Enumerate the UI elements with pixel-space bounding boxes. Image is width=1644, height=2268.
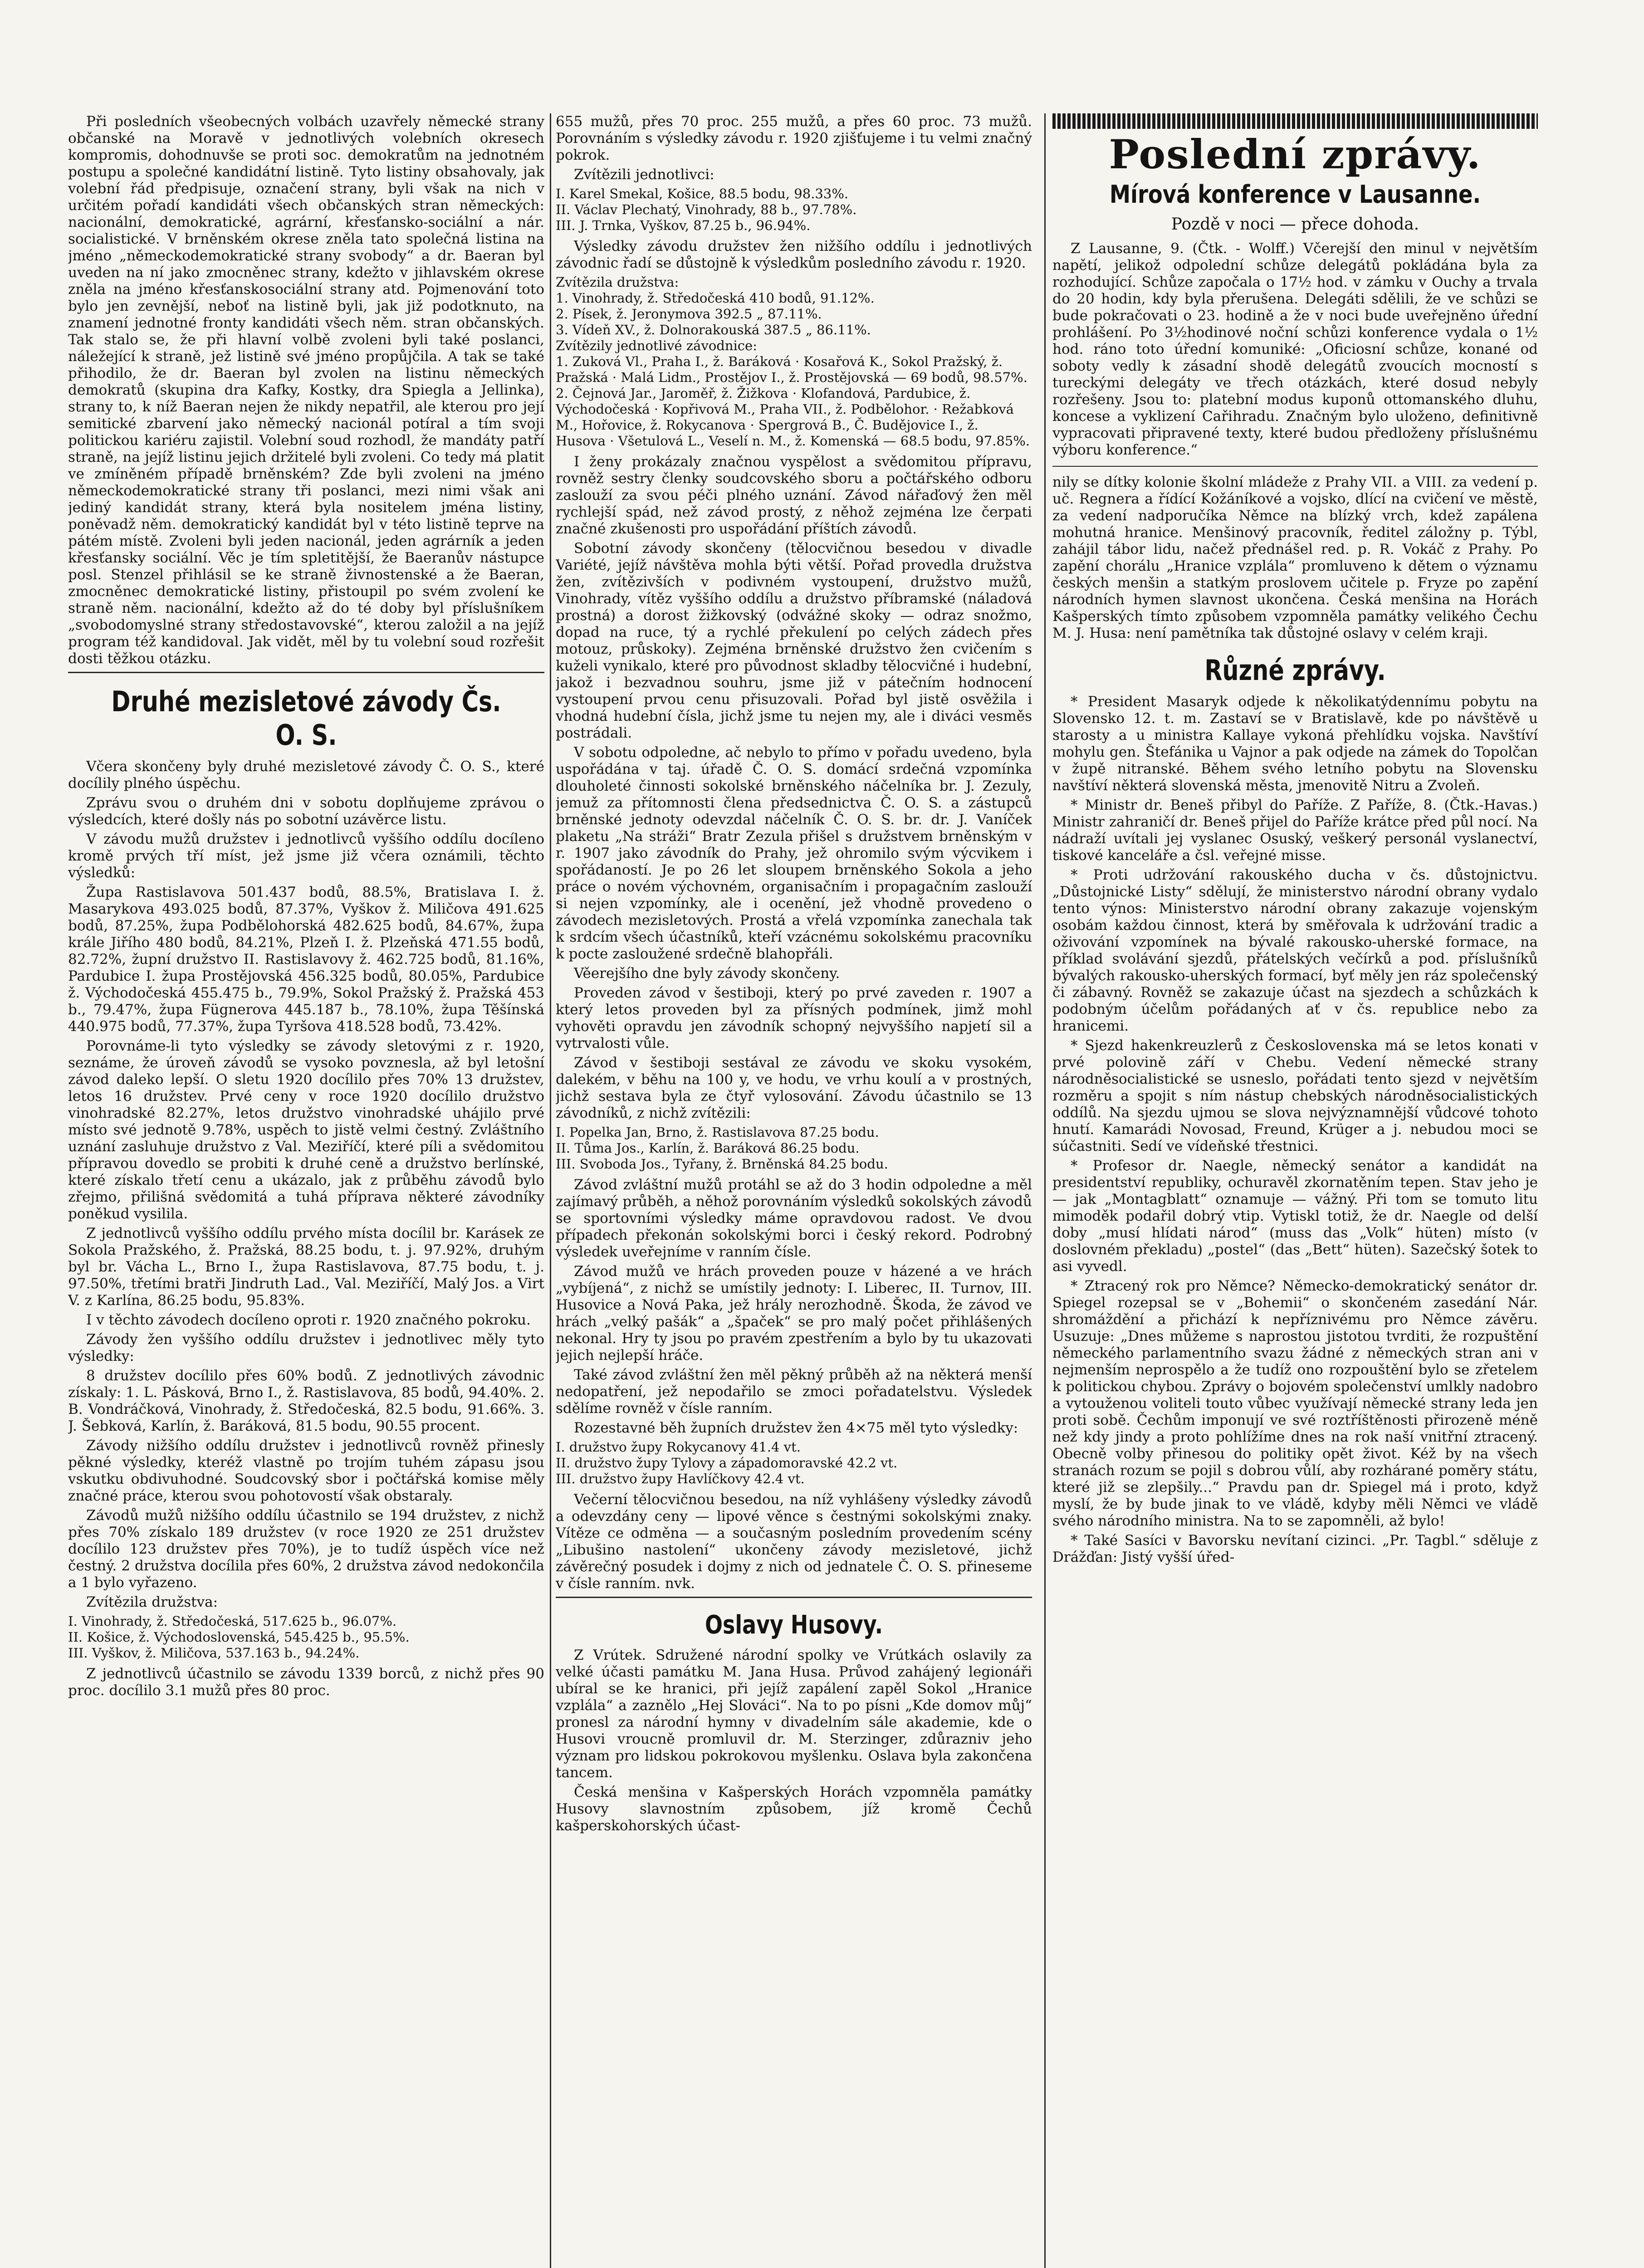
divider — [1052, 466, 1538, 467]
article-paragraph: Porovnáme-li tyto výsledky se závody sletovými z r. 1920, seznáme, že úroveň závodů se vysoko povznesla, až byl letošní závod daleko lepší. O sletu 1920 docílilo přes 70% 13 družstev, letos 16 družstev. Prvé ceny v roce 1920 docílilo družstvo vinohradské 82.27%, letos družstvo vinohradské uhájilo prvé místo své jednotě 9.78%, uspěch to jistě velmi čestný. Zvláštního uznání zasluhuje družstvo z Val. Meziříčí, které píli a svědomitou přípravou dovedlo se probiti k druhé ceně a družstvo berlínské, které získalo třetí cenu a ukázalo, jak z průběhu závodů bylo zřejmo, přilišná svědomitá a tuhá příprava některé závodníky poněkud vysilila. — [68, 1038, 544, 1222]
article-paragraph: Z Lausanne, 9. (Čtk. - Wolff.) Včerejší den minul v největším napětí, jelikož odpolední schůze delegátů pokládána byla za rozhodující. Schůze započala o 17½ hod. v zámku v Ouchy a trvala do 20 hodin, kdy byla přerušena. Delegáti sdělili, že ve schůzi se bude pokračovati o 23. hodině a že v noci bude uveřejněno úřední prohlášení. Po 3½hodinové noční schůzi konference vydala o 1½ hod. ráno toto úřední komuniké: „Oficiosní schůze, konané od soboty vedly k zásadní shodě delegátů zvoucích mocností s tureckými delegáty ve třech otázkách, které dosud nebyly rozřešeny. Jsou to: platební modus kuponů ottomanského dluhu, koncese a vyklizení Cařihradu. Značným bylo uloženo, definitivně vypracovati připravené texty, které budou předloženy příslušnému výboru konference.“ — [1052, 240, 1538, 458]
article-paragraph: * Ministr dr. Beneš přibyl do Paříže. Z Paříže, 8. (Čtk.-Havas.) Ministr zahraničí dr. Beneš přijel do Paříže krátce před půl nocí. Na nádraží uvítali jej vyslanec Osuský, veškerý personál vyslanectví, tiskové kanceláře a čsl. veřejné misse. — [1052, 797, 1538, 864]
article-paragraph: * Ztracený rok pro Němce? Německo-demokratický senátor dr. Spiegel rozepsal se v „Bohemii“ o skončeném zasedání Nár. shromáždění a přichází k nepříznivému pro Němce závěru. Usuzuje: „Dnes můžeme s naprostou jistotou tvrditi, že rozpuštění německého parlamentního svazu žádné z německých stran ani v nejmenším neprospělo a že tudíž ono rozpouštění bylo se zřetelem k politickou chybou. Zprávy o bojovém společenství umlkly nadobro a vytouženou voliteli touto vůbec využívají německé strany leda jen proti sobě. Čechům imponují ve své roztříštěnosti přirozeně méně než kdy jindy a proto pohlížíme dnes na rok naší vnitřní ztracený. Obecně volby přinesou do politiky opět život. Kéž by na všech stranách rozum se pojil s dobrou vůlí, aby rozhárané poměry státu, které již se zlepšily...“ Pravdu pan dr. Spiegel má i proto, když myslí, že by bude jinak to ve vládě, kdyby měli Němci ve vládě svého národního ministra. Na to se zapomněli, až bylo! — [1052, 1278, 1538, 1529]
article-paragraph: Závod v šestiboji sestával ze závodu ve skoku vysokém, dalekém, v běhu na 100 y, ve hodu, ve vrhu koulí a v prostných, jichž sestava byla ze čtyř vylosování. Závodu účastnilo se 13 závodníků, z nichž zvítězili: — [556, 1055, 1032, 1121]
article-paragraph: Zprávu svou o druhém dni v sobotu doplňujeme zprávou o výsledcích, které došly nás po sobotní uzávěrce listu. — [68, 795, 544, 828]
headline-sokol-games: Druhé mezisletové závody Čs. O. S. — [111, 685, 501, 752]
article-paragraph: * Sjezd hakenkreuzlerů z Československa má se letos konati v prvé polovině září v Chebu. Vedení německé strany národněsocialistické se usneslo, pořádati tento sjezd v největším rozměru a spojit s ním nástup chebských národněsocialistických oddílů. Na sjezdu ujmou se slova nejvýznamnější vůdcové tohoto hnutí. Kamarádi Novosad, Freund, Krüger a j. nebudou moci se súčastniti. Sedí ve vídeňské třestnici. — [1052, 1037, 1538, 1154]
article-paragraph: Z Vrútek. Sdružené národní spolky ve Vrútkách oslavily za velké účasti památku M. Jana Husa. Průvod zahájený legionáři ubíral se ke hranici, při jejíž zapálení zapěl Sokol „Hranice vzplála“ a zaznělo „Hej Slováci“. Na to po písni „Kde domov můj“ pronesl za národní hymny v divadelním sále akademie, kde o Husovi vroucně promluvil dr. M. Sterzinger, zdůrazniv jeho význam pro lidskou pokrokovou myšlenku. Oslava byla zakončena tancem. — [556, 1647, 1032, 1781]
article-paragraph: 8 družstev docílilo přes 60% bodů. Z jednotlivých závodnic získaly: 1. L. Pásková, Brno I., ž. Rastislavova, 85 bodů, 94.40%. 2. B. Vondráčková, Vinohrady, ž. Středočeská, 82.5 bodu, 91.66%. 3. J. Šebková, Karlín, ž. Baráková, 81.5 bodu, 90.55 procent. — [68, 1368, 544, 1434]
column-middle — [556, 113, 1032, 2268]
article-paragraph: Zvítězila družstva: — [86, 1594, 218, 1610]
divider — [556, 1597, 1032, 1598]
article-paragraph: Z jednotlivců účastnilo se závodu 1339 borců, z nichž přes 90 proc. docílilo 3.1 mužů přes 80 proc. — [68, 1666, 544, 1699]
article-paragraph: Závodů mužů nižšího oddílu účastnilo se 194 družstev, z nichž přes 70% získalo 189 družstev (v roce 1920 ze 251 družstev docílilo 123 družstev přes 70%), je to tudíž úspěch více než čestný. 2 družstva docílila přes 60%, 2 družstva závod nedokončila a 1 bylo vyřazeno. — [68, 1507, 544, 1591]
results-list: I. družstvo župy Rokycanovy 41.4 vt. II. družstvo župy Tylovy a západomoravské 42.2 vt. III. družstvo župy Havlíčkovy 42.4 vt. — [556, 1439, 898, 1486]
column-left — [68, 113, 544, 2268]
article-paragraph: Z jednotlivců vyššího oddílu prvého místa docílil br. Karásek ze Sokola Pražského, ž. Pražská, 88.25 bodu, t. j. 97.92%, druhým byl br. Vácha L., Brno I., župa Rastislavova, 87.75 bodu, t. j. 97.50%, třetími bratři Jindruth Lad., Val. Meziříčí, Malý Jos. a Virt V. z Karlína, 86.25 bodu, 95.83%. — [68, 1225, 544, 1309]
article-paragraph: Sobotní závody skončeny (tělocvičnou besedou v divadle Variété, jejíž návštěva mohla býti větší. Pořad provedla družstva žen, zvítězivších v podivném vystoupení, družstvo mužů, Vinohrady, vítěz vyššího oddílu a družstvo příbramské (náladová prostná) a dorost žižkovský (odvážné skoky — odraz snožmo, dopad na ruce, tý a rychlé překulení po celých zádech přes motouz, průskoky). Zejména brněnské družstvo žen cvičením s kuželi vynikalo, které pro původnost skladby tělocvičné i hudební, jakož i bezvadnou souhru, jsme již v pátečním hodnocení vystoupení prvou cenu přisuzovali. Pořad byl jistě osvěžila i vhodná hudební čísla, jichž jsme tu nejen my, ale i diváci vesměs postrádali. — [556, 540, 1032, 741]
divider — [68, 672, 544, 673]
article-paragraph: * President Masaryk odjede k několikatýdennímu pobytu na Slovensko 12. t. m. Zastaví se v Bratislavě, kde po návštěvě u starosty a u ministra Kallaye vykoná přehlídku vojska. Navštíví mohylu gen. Štefánika u Vajnor a pak odjede na zámek do Topolčan v župě nitranské. Během svého letního pobytu na Slovensku navštíví některá slovenská města, jmenovitě Nitru a Zvoleň. — [1052, 694, 1538, 794]
results-list: I. Popelka Jan, Brno, ž. Rastislavova 87.25 bodu. II. Tůma Jos., Karlín, ž. Baráková 86.25 bodu. III. Svoboda Jos., Tyřany, ž. Brněnská 84.25 bodu. — [556, 1124, 888, 1172]
article-paragraph: * Profesor dr. Naegle, německý senátor a kandidát na presidentství republiky, ochuravěl zkornatěním tepen. Stav jeho je — jak „Montagblatt“ oznamuje — vážný. Při tom se tomuto litu mimoděk podařil dobrý vtip. Vytiskl totiž, že dr. Naegle od delší doby „musí hlídati národ“ (muss das „Volk“ hüten) místo (v doslovném překladu) „postel“ (das „Bett“ hüten). Sazečský šotek to asi vyvedl. — [1052, 1158, 1538, 1275]
decorative-bar — [1052, 113, 1538, 129]
article-paragraph: Večerní tělocvičnou besedou, na níž vyhlášeny výsledky závodů a odevzdány ceny — lipové věnce s čestnými sokolskými znaky. Vítěze ce odměna — a současným posledním provedením scény „Libušino nastolení“ ukončeny závody mezisletové, jichž závěrečný posudek i dojmy z nich od jednatele Č. O. S. přineseme v čísle ranním. nvk. — [556, 1491, 1032, 1592]
article-paragraph: Česká menšina v Kašperských Horách vzpomněla památky Husovy slavnostním způsobem, jíž kromě Čechů kašperskohorských účast- — [556, 1784, 1032, 1834]
article-paragraph: Při posledních všeobecných volbách uzavřely německé strany občanské na Moravě v jednotlivých volebních okresech kompromis, dohodnuvše se proti soc. demokratům na jednotném postupu a společné kandidátní listině. Tyto listiny obsahovaly, jak volební řád předpisuje, označení strany, byli však na nich v určitém pořadí kandidáti všech občanských stran německých: nacionální, demokratické, agrární, křesťansko-sociální a nár. socialistické. V brněnském okrese zněla tato společná listina na jméno „německodemokratické strany svobody“ a dr. Baeran byl uveden na ní jako zmocněnec strany, kdežto v jihlavském okrese zněla na jméno křesťanskosociální strany atd. Pojmenování toto bylo jen zevnější, neboť na listině byli, jak již podotknuto, na znamení jednotné fronty kandidáti všech něm. stran občanských. Tak stalo se, že při hlavní volbě zvoleni byli také poslanci, náležející k straně, jež listině své jméno propůjčila. A tak se také přihodilo, že dr. Baeran byl zvolen na listinu německých demokratů (skupina dra Kafky, Kostky, dra Spiegla a Jellinka), strany to, k níž Baeran nejen že nikdy nepatřil, ale kterou pro její semitické zbarvení jako německý nacionál potíral a tím svoji politickou kariéru zajistil. Volební soud rozhodl, že mandáty patří straně, na jejíž listinu jejich držitelé byli zvoleni. Co tedy má platit ve zmíněném případě brněnském? Zde byli zvoleni na jméno německodemokratické strany tři poslanci, mezi nimi však ani jediný kandidát strany, která byla nositelem jména listiny, poněvadž něm. demokratický kandidát byl v této listině teprve na pátém místě. Zvoleni byli jeden nacionál, jeden agrárník a jeden křesťansky sociální. Věc je tím spletitější, že Baeranův nástupce posl. Stenzel přihlásil se ke straně živnostenské a že Baeran, zmocněnec demokratické listiny, přistoupil po svém zvolení ke straně něm. nacionální, kdežto až do té doby byl příslušníkem „svobodomyslné strany středostavovské“, kterou založil a na jejíž program též kandidoval. Jak vidět, měl by tu volební soud rozřešit dosti těžkou otázku. — [68, 113, 544, 667]
results-list: I. Vinohrady, ž. Středočeská, 517.625 b., 96.07%. II. Košice, ž. Východoslovenská, 545.425 b., 95.5%. III. Vyškov, ž. Miličova, 537.163 b., 94.24%. — [68, 1613, 410, 1661]
article-paragraph: * Také Sasíci v Bavorsku nevítaní cizinci. „Pr. Tagbl.“ sděluje z Drážďan: Jistý vyšší úřed- — [1052, 1532, 1538, 1565]
article-paragraph: V sobotu odpoledne, ač nebylo to přímo v pořadu uvedeno, byla uspořádána v taj. úřadě Č. O. S. domácí srdečná vzpomínka dlouholeté činnosti sokolské brněnského náčelníka br. J. Zezuly, jemuž za přítomnosti člena předsednictva Č. O. S. a zástupců brněnské jednoty odevzdal náčelník Č. O. S. br. dr. J. Vaníček plaketu „Na stráži“ Bratr Zezula přišel s družstvem brněnským v r. 1907 jako závodník do Prahy, jež ohromilo svým výcvikem i spořádaností. Je po 26 let sloupem brněnského Sokola a jeho práce o novém výchovném, organisačním i propagačním zaslouží si nejen vzpomínky, ale i ocenění, jež vhodně provedeno o závodech mezisletových. Prostá a vřelá vzpomínka zanechala tak k srdcím všech účastníků, kteří vzácnému sokolskému pracovníku k pocte zasloužené srdečně blahopřáli. — [556, 744, 1032, 962]
article-paragraph: Závod zvláštní mužů protáhl se až do 3 hodin odpoledne a měl zajímavý průběh, a něhož porovnáním výsledků sokolských závodů se sportovními výsledky máme opravdovou radost. Ve dvou případech překonán sokolskými borci i český rekord. Podrobný výsledek uveřejníme v ranním čísle. — [556, 1177, 1032, 1260]
article-paragraph: Rozestavné běh župních družstev žen 4×75 měl tyto výsledky: — [574, 1420, 1018, 1436]
headline-various-news: Různé zprávy. — [1204, 654, 1386, 687]
subheadline: Pozdě v noci — přece dohoda. — [1171, 215, 1419, 234]
article-paragraph: 655 mužů, přes 70 proc. 255 mužů, a přes 60 proc. 73 mužů. Porovnáním s výsledky závodu r. 1920 zjišťujeme i tu velmi značný pokrok. — [556, 113, 1032, 163]
article-paragraph: Proveden závod v šestiboji, který po prvé zaveden r. 1907 a který letos proveden byl za přísných podmínek, jimž mohl vyhověti opravdu jen závodník schopný nejvyššího napjetí sil a vytrvalosti vůle. — [556, 985, 1032, 1051]
results-table: Zvítězila družstva: 1. Vinohrady, ž. Středočeská 410 bodů, 91.12%. 2. Písek, ž. Jeronymova 392.5 „ 87.11%. 3. Vídeň XV., ž. Dolnorakouská 387.5 „ 86.11%. Zvítězily jednotlivé závodnice: 1. Zuková Vl., Praha I., ž. Baráková · Kosařová K., Sokol Pražský, ž. Pražská · Malá Lidm., Prostějov I., ž. Prostějovská — 69 bodů, 98.57%. 2. Čejnová Jar., Jaroměř, ž. Žižkova · Klofandová, Pardubice, ž. Východočeská · Kopřivová M., Praha VII., ž. Podbělohor. · Režabková M., Hořovice, ž. Rokycanova · Spergrová B., Č. Budějovice I., ž. Husova · Všetulová L., Veselí n. M., ž. Komenská — 68.5 bodu, 97.85%. — [556, 274, 1030, 449]
column-rule — [1044, 113, 1046, 2268]
results-list: I. Karel Smekal, Košice, 88.5 bodu, 98.33%. II. Václav Plechatý, Vinohrady, 88 b., 97.78%. III. J. Trnka, Vyškov, 87.25 b., 96.94%. — [556, 186, 857, 233]
article-paragraph: I v těchto závodech docíleno oproti r. 1920 značného pokroku. — [86, 1312, 531, 1328]
article-paragraph: Věerejšího dne byly závody skončeny. — [574, 965, 840, 982]
article-paragraph: Župa Rastislavova 501.437 bodů, 88.5%, Bratislava I. ž. Masarykova 493.025 bodů, 87.37%, Vyškov ž. Miličova 491.625 bodů, 87.25%, župa Podbělohorská 482.625 bodů, 84.67%, župa krále Jiřího 480 bodů, 84.21%, Plzeň I. ž. Plzeňská 471.55 bodů, 82.72%, župní družstvo II. Rastislavovy ž. 462.725 bodů, 81.16%, Pardubice I. župa Prostějovská 456.325 bodů, 80.05%, Pardubice ž. Východočeská 455.475 b., 79.9%, Sokol Pražský ž. Pražská 453 b., 79.47%, župa Fügnerova 445.187 b., 78.10%, župa Těšínská 440.975 bodů, 77.37%, župa Tyršova 418.528 bodů, 73.42%. — [68, 884, 544, 1035]
column-right — [1052, 113, 1538, 2268]
article-paragraph: nily se dítky kolonie školní mládeže z Prahy VII. a VIII. za vedení p. uč. Regnera a řídící Kožáníkové a vojsko, dlící na cvičení ve městě, za vedení nadporučíka Němce na blízký vrch, kdež zapálena mohutná hranice. Menšinový pracovník, ředitel záložny p. Týbl, zahájil tábor lidu, načež přednášel red. p. R. Vokáč z Prahy. Po zapění chorálu „Hranice vzplála“ promluveno k dětem o významu českých menšin a statkým proslovem učitele p. Fryze po zapění národních hymen slavnost ukončena. Česká menšina na Horách Kašperských tímto způsobem vzpomněla památky velikého Čechu M. J. Husa: není pamětníka tak důstojné oslavy v celém kraji. — [1052, 474, 1538, 641]
headline-hus-celebrations: Oslavy Husovy. — [705, 1610, 883, 1640]
column-rule — [550, 113, 551, 2268]
article-paragraph: Také závod zvláštní žen měl pěkný průběh až na některá menší nedopatření, jež nepodařilo se zmoci pořadatelstvu. Výsledek sdělíme rovněž v čísle ranním. — [556, 1367, 1032, 1417]
article-paragraph: Závody žen vyššího oddílu družstev i jednotlivec měly tyto výsledky: — [68, 1331, 544, 1364]
headline-lausanne: Mírová konference v Lausanne. — [1109, 180, 1481, 209]
article-paragraph: V závodu mužů družstev i jednotlivců vyššího oddílu docíleno kromě prvých tří míst, jež jsme již včera oznámili, těchto výsledků: — [68, 831, 544, 881]
article-paragraph: * Proti udržování rakouského ducha v čs. důstojnictvu. „Důstojnické Listy“ sdělují, že ministerstvo národní obrany vydalo tento výnos: Ministerstvo národní obrany zakazuje vojenským osobám každou činnost, která by směřovala k udržování tradic a oživování vzpomínek na bývalé rakousko-uherské formace, na příklad svolávání sjezdů, přátelských večírků a pod. příslušníků bývalých rakousko-uherských formací, byť měly jen ráz společenský či zábavný. Rovněž se zakazuje účast na sjezdech a schůzkách k podobným účelům pořádaných ať v čs. republice nebo za hranicemi. — [1052, 867, 1538, 1034]
article-paragraph: Závod mužů ve hrách proveden pouze v házené a ve hrách „vybíjená“, z nichž se umístily jednoty: I. Liberec, II. Turnov, III. Husovice a Nová Paka, jež hrály nerozhodně. Škoda, že závod ve hrách „velký pašák“ a „špaček“ se pro malý počet přihlášených nekonal. Hry ty jsou po pravém zpestřením a bylo by tu ukazovati jejich nejlepší hráče. — [556, 1263, 1032, 1364]
article-paragraph: Zvítězili jednotlivci: — [574, 166, 714, 183]
article-paragraph: I ženy prokázaly značnou vyspělost a svědomitou přípravu, rovněž sestry členky soudcovského sboru a počtářského odboru zaslouží za svou péči plného uznání. Závod nářaďový žen měl rychlejší spád, než závod prostý, z něhož zejména lze čerpati značné zkušenosti pro uspořádání příštích závodů. — [556, 454, 1032, 537]
article-paragraph: Závody nižšího oddílu družstev i jednotlivců rovněž přinesly pěkné výsledky, kteréž vlastně po trojím tuhém zápasu jsou vskutku obdivuhodné. Soudcovský sbor i počtářská komise měly značné práce, kterou svou pohotovostí však obstaraly. — [68, 1437, 544, 1504]
section-masthead: Poslední zprávy. — [1109, 131, 1482, 178]
article-paragraph: Včera skončeny byly druhé mezisletové závody Č. O. S., které docílily plného úspěchu. — [68, 758, 544, 792]
article-paragraph: Výsledky závodu družstev žen nižšího oddílu i jednotlivých závodnic řadí se důstojně k výsledkům posledního závodu r. 1920. — [556, 238, 1032, 271]
